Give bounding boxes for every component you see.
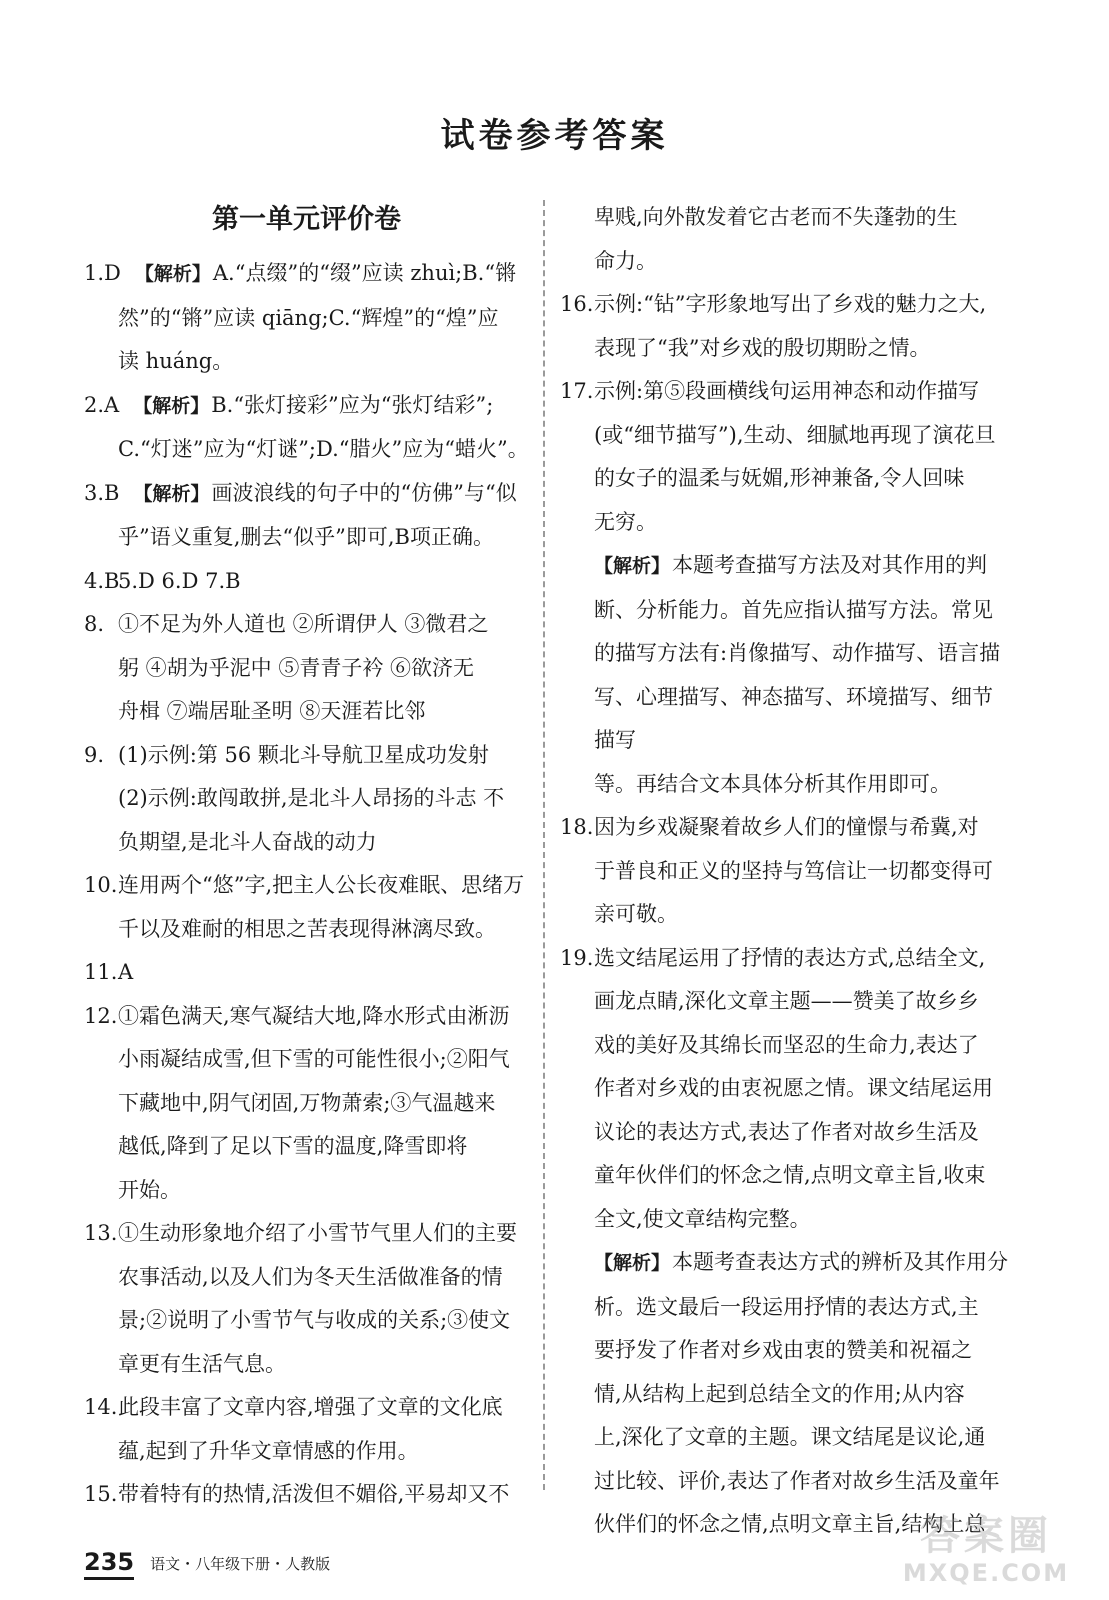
answer-line: 于普良和正义的坚持与笃信让一切都变得可 (594, 858, 993, 883)
answer-item (560, 283, 1008, 370)
answer-line: 章更有生活气息。 (118, 1351, 286, 1376)
answer-line: 带着特有的热情,活泼但不媚俗,平易却又不 (118, 1482, 510, 1506)
section-title: 第一单元评价卷 (212, 204, 401, 235)
answer-line: 卑贱,向外散发着它古老而不失蓬勃的生 (594, 205, 958, 229)
answer-item (84, 995, 529, 1213)
answer-line: 躬 ④胡为乎泥中 ⑤青青子衿 ⑥欲济无 (118, 655, 475, 680)
answer-line: 小雨凝结成雪,但下雪的可能性很小;②阳气 (118, 1047, 510, 1071)
answer-line: 写、心理描写、神态描写、环境描写、细节描写 (594, 684, 993, 752)
answer-line: 此段丰富了文章内容,增强了文章的文化底 (118, 1395, 503, 1419)
answer-line: 乎”语义重复,删去“似乎”即可,B项正确。 (118, 525, 494, 549)
answer-number: 1.D (84, 261, 121, 285)
answer-item (84, 734, 529, 865)
answer-line: A.“点缀”的“缀”应读 zhuì;B.“锵 (212, 261, 517, 285)
answer-line: 伙伴们的怀念之情,点明文章主旨,结构上总 (594, 1512, 986, 1536)
answer-line: 情,从结构上起到总结全文的作用;从内容 (594, 1381, 965, 1406)
page-footer (84, 1540, 330, 1580)
answer-line: 选文结尾运用了抒情的表达方式,总结全文, (594, 945, 986, 970)
answer-line: 本题考查描写方法及对其作用的判 (672, 553, 988, 577)
answer-item (84, 1473, 529, 1517)
left-column (84, 196, 529, 1517)
answer-number: 17. (560, 379, 594, 403)
answer-line: 析。选文最后一段运用抒情的表达方式,主 (594, 1294, 979, 1319)
watermark-top: 答案圈 (920, 1513, 1052, 1559)
answer-line: ①霜色满天,寒气凝结大地,降水形式由淅沥 (118, 1003, 510, 1028)
answer-list-right (560, 196, 1008, 1547)
answer-number: 4.B (84, 568, 120, 593)
answer-line: 议论的表达方式,表达了作者对故乡生活及 (594, 1119, 979, 1144)
answer-list-left (84, 252, 529, 1517)
answer-line: (2)示例:敢闯敢拼,是北斗人昂扬的斗志 不 (118, 786, 505, 810)
answer-line: ①生动形象地介绍了小雪节气里人们的主要 (118, 1221, 517, 1245)
answer-item (560, 1241, 1008, 1547)
answer-line: 上,深化了文章的主题。课文结尾是议论,通 (594, 1425, 986, 1449)
answer-line: 全文,使文章结构完整。 (594, 1206, 811, 1231)
answer-line: 等。再结合文本具体分析其作用即可。 (594, 771, 951, 796)
answer-item (560, 937, 1008, 1242)
answer-item (560, 370, 1008, 544)
answer-item (84, 384, 529, 472)
answer-line: 的女子的温柔与妩媚,形神兼备,令人回味 (594, 466, 965, 490)
answer-item (84, 864, 529, 951)
answer-line: 童年伙伴们的怀念之情,点明文章主旨,收束 (594, 1163, 986, 1187)
answer-line: 示例:第⑤段画横线句运用神态和动作描写 (594, 379, 980, 403)
answer-line: A (118, 960, 134, 984)
answer-line: 戏的美好及其绵长而坚忍的生命力,表达了 (594, 1032, 979, 1057)
answer-line: 开始。 (118, 1177, 181, 1202)
answer-line: (1)示例:第 56 颗北斗导航卫星成功发射 (118, 742, 489, 767)
answer-item (560, 196, 1008, 283)
answer-number: 14. (84, 1395, 118, 1419)
answer-line: (或“细节描写”),生动、细腻地再现了演花旦 (594, 422, 996, 447)
answer-number: 9. (84, 742, 105, 767)
answer-item (560, 806, 1008, 937)
watermark-logo (881, 1514, 1091, 1592)
answer-line: 要抒发了作者对乡戏由衷的赞美和祝福之 (594, 1338, 972, 1362)
answer-line: 示例:“钻”字形象地写出了乡戏的魅力之大, (594, 292, 987, 316)
answer-line: 读 huáng。 (118, 349, 234, 373)
column-divider (543, 200, 545, 1490)
answer-number: 19. (560, 945, 594, 970)
book-label: 语文・八年级下册・人教版 (150, 1555, 331, 1573)
answer-number: 18. (560, 815, 594, 839)
analysis-tag: 【解析】 (594, 1252, 671, 1274)
answer-number: 11. (84, 960, 118, 984)
answer-item (84, 951, 529, 995)
answer-number: 3.B (84, 480, 120, 505)
answer-item (84, 472, 529, 560)
answer-line: 蕴,起到了升华文章情感的作用。 (118, 1438, 419, 1463)
answer-line: 千以及难耐的相思之苦表现得淋漓尽致。 (118, 916, 496, 941)
answer-number: 15. (84, 1482, 118, 1506)
analysis-tag: 【解析】 (594, 555, 671, 577)
answer-line: 因为乡戏凝聚着故乡人们的憧憬与希冀,对 (594, 815, 979, 839)
answer-line: 本题考查表达方式的辨析及其作用分 (672, 1250, 1009, 1274)
answer-number: 8. (84, 612, 105, 636)
answer-line: 过比较、评价,表达了作者对故乡生活及童年 (594, 1468, 1000, 1493)
answer-item (84, 560, 529, 604)
answer-line: 连用两个“悠”字,把主人公长夜难眠、思绪万 (118, 873, 525, 897)
answer-line: 景;②说明了小雪节气与收成的关系;③使文 (118, 1308, 511, 1332)
analysis-tag: 【解析】 (133, 482, 210, 505)
answer-line: 命力。 (594, 248, 657, 273)
answer-item (84, 252, 529, 384)
answer-number: 13. (84, 1221, 118, 1245)
answer-line: ①不足为外人道也 ②所谓伊人 ③微君之 (118, 612, 489, 636)
answer-item (84, 1212, 529, 1386)
answer-line: 5.D 6.D 7.B (118, 568, 241, 593)
answer-line: 表现了“我”对乡戏的殷切期盼之情。 (594, 335, 931, 360)
answer-line: 舟楫 ⑦端居耻圣明 ⑧天涯若比邻 (118, 699, 426, 723)
right-column (560, 196, 1008, 1547)
answer-line: 然”的“锵”应读 qiāng;C.“辉煌”的“煌”应 (118, 305, 499, 330)
answer-number: 16. (560, 292, 594, 316)
answer-number: 12. (84, 1003, 118, 1028)
answer-line: 无穷。 (594, 509, 657, 534)
answer-line: 画波浪线的句子中的“仿佛”与“似 (211, 480, 517, 505)
analysis-tag: 【解析】 (133, 394, 210, 417)
answer-line: 负期望,是北斗人奋战的动力 (118, 829, 377, 854)
answer-line: 亲可敬。 (594, 902, 678, 926)
answer-number: 10. (84, 873, 118, 897)
answer-number: 2.A (84, 392, 120, 417)
watermark-bottom: MXQE.COM (902, 1559, 1070, 1587)
answer-item (84, 603, 529, 734)
answer-line: 的描写方法有:肖像描写、动作描写、语言描 (594, 641, 1001, 665)
answer-line: 作者对乡戏的由衷祝愿之情。课文结尾运用 (594, 1076, 993, 1100)
analysis-tag: 【解析】 (134, 263, 211, 285)
answer-line: C.“灯迷”应为“灯谜”;D.“腊火”应为“蜡火”。 (118, 437, 529, 461)
answer-line: B.“张灯接彩”应为“张灯结彩”; (211, 392, 494, 417)
answer-line: 越低,降到了足以下雪的温度,降雪即将 (118, 1134, 468, 1158)
answer-line: 画龙点睛,深化文章主题——赞美了故乡乡 (594, 989, 979, 1013)
answer-line: 断、分析能力。首先应指认描写方法。常见 (594, 597, 993, 622)
page-number: 235 (84, 1548, 134, 1580)
answer-item (560, 544, 1008, 806)
answer-line: 农事活动,以及人们为冬天生活做准备的情 (118, 1264, 503, 1289)
answer-item (84, 1386, 529, 1473)
answer-line: 下藏地中,阴气闭固,万物萧索;③气温越来 (118, 1090, 496, 1115)
page-title: 试卷参考答案 (440, 116, 669, 156)
